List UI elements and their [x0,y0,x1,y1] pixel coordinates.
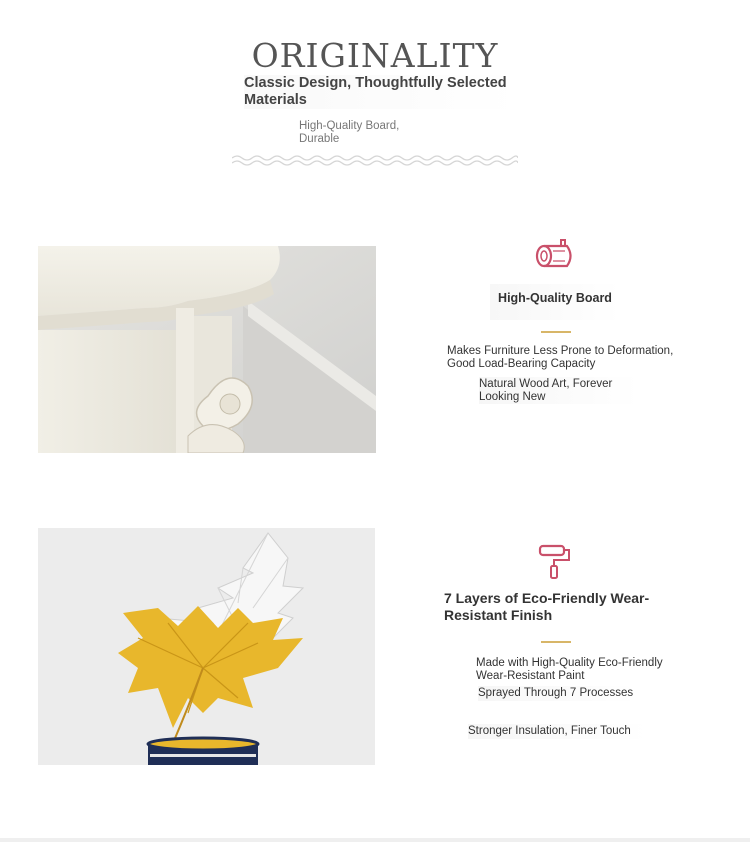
page-title: ORIGINALITY [251,36,499,75]
feature-desc-board-2: Natural Wood Art, Forever Looking New [479,377,639,404]
feature-title-board: High-Quality Board [490,284,620,320]
wood-log-icon [535,236,575,272]
page-tagline: High-Quality Board, Durable [299,120,400,145]
feature-desc-finish-3: Stronger Insulation, Finer Touch [468,724,648,739]
feature-desc-finish-1: Made with High-Quality Eco-Friendly Wear-Resistant Paint [476,657,663,682]
gold-divider [541,331,571,333]
cabinet-photo [38,246,376,453]
feature-desc-board-1: Makes Furniture Less Prone to Deformation, Good Load-Bearing Capacity [447,345,674,370]
gold-divider [541,641,571,643]
bottom-divider [0,838,750,842]
wave-divider [232,154,518,168]
feature-desc-finish-2: Sprayed Through 7 Processes [478,686,636,701]
leaf-paint-photo [38,528,375,765]
feature-title-finish: 7 Layers of Eco-Friendly Wear-Resistant Finish [444,590,650,623]
page-subtitle: Classic Design, Thoughtfully Selected Materials [244,75,519,109]
paint-roller-icon [536,544,576,580]
